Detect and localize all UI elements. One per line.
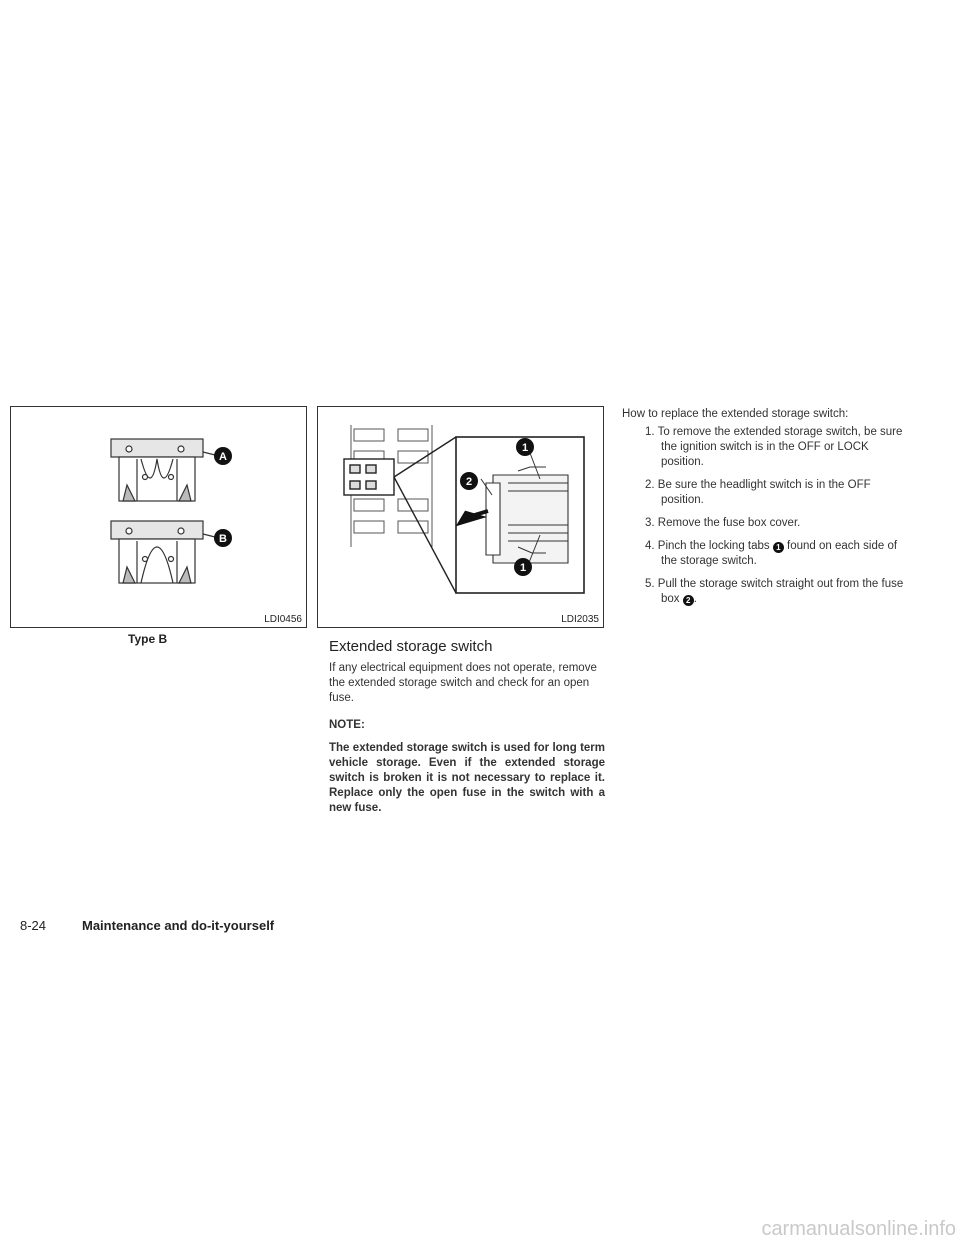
fuse-a-drawing: [111, 439, 215, 501]
procedure-step-4: [622, 539, 912, 569]
fuse-b-drawing: [111, 521, 215, 583]
procedure-step-4-text-end: found on each side of the storage switch.: [661, 540, 898, 567]
callout-2-label: 2: [465, 476, 473, 488]
fuse-figure: [10, 406, 307, 628]
chapter-title: Maintenance and do-it-yourself: [82, 918, 275, 933]
watermark: carmanualsonline.info: [761, 1218, 956, 1240]
callout-2-ref: 2: [683, 595, 694, 606]
procedure-step-1: 1. To remove the extended storage switch, be sure the ignition switch is in the OFF or LOCK position.: [645, 426, 903, 468]
procedure-step-3: 3. Remove the fuse box cover.: [645, 517, 801, 529]
procedure-step-2: 2. Be sure the headlight switch is in the OFF position.: [645, 479, 871, 506]
callout-1-bottom-label: 1: [519, 562, 527, 574]
storage-switch-illustration: [318, 407, 603, 627]
fuse-illustration: [11, 407, 306, 627]
procedure: [622, 407, 912, 615]
note-label: NOTE:: [329, 719, 365, 731]
figure-caption: Type B: [128, 632, 168, 646]
procedure-step-5: [622, 577, 912, 607]
section-title: Extended storage switch: [329, 638, 493, 655]
figure-id: LDI2035: [561, 614, 599, 625]
procedure-step-4-text: 4. Pinch the locking tabs: [645, 540, 773, 552]
procedure-step-5-text-end: .: [693, 593, 697, 605]
section-intro: If any electrical equipment does not operate, remove the extended storage switch and check for an open fuse.: [329, 662, 597, 704]
figure-id: LDI0456: [264, 614, 302, 625]
procedure-step-5-text: 5. Pull the storage switch straight out from the fuse box: [645, 578, 904, 605]
storage-switch-figure: [317, 406, 604, 628]
callout-b-label: B: [219, 533, 227, 545]
procedure-intro: How to replace the extended storage switch:: [622, 408, 849, 420]
page-number: 8-24: [20, 918, 47, 933]
callout-a-label: A: [219, 451, 227, 463]
switch-detail: [486, 467, 568, 563]
callout-1-ref: 1: [773, 542, 784, 553]
note-body: The extended storage switch is used for long term vehicle storage. Even if the extended storage switch is broken it is not necessary to replace it. Replace only the open fuse in the switch with a new fuse.: [329, 742, 605, 814]
callout-1-top-label: 1: [521, 442, 529, 454]
